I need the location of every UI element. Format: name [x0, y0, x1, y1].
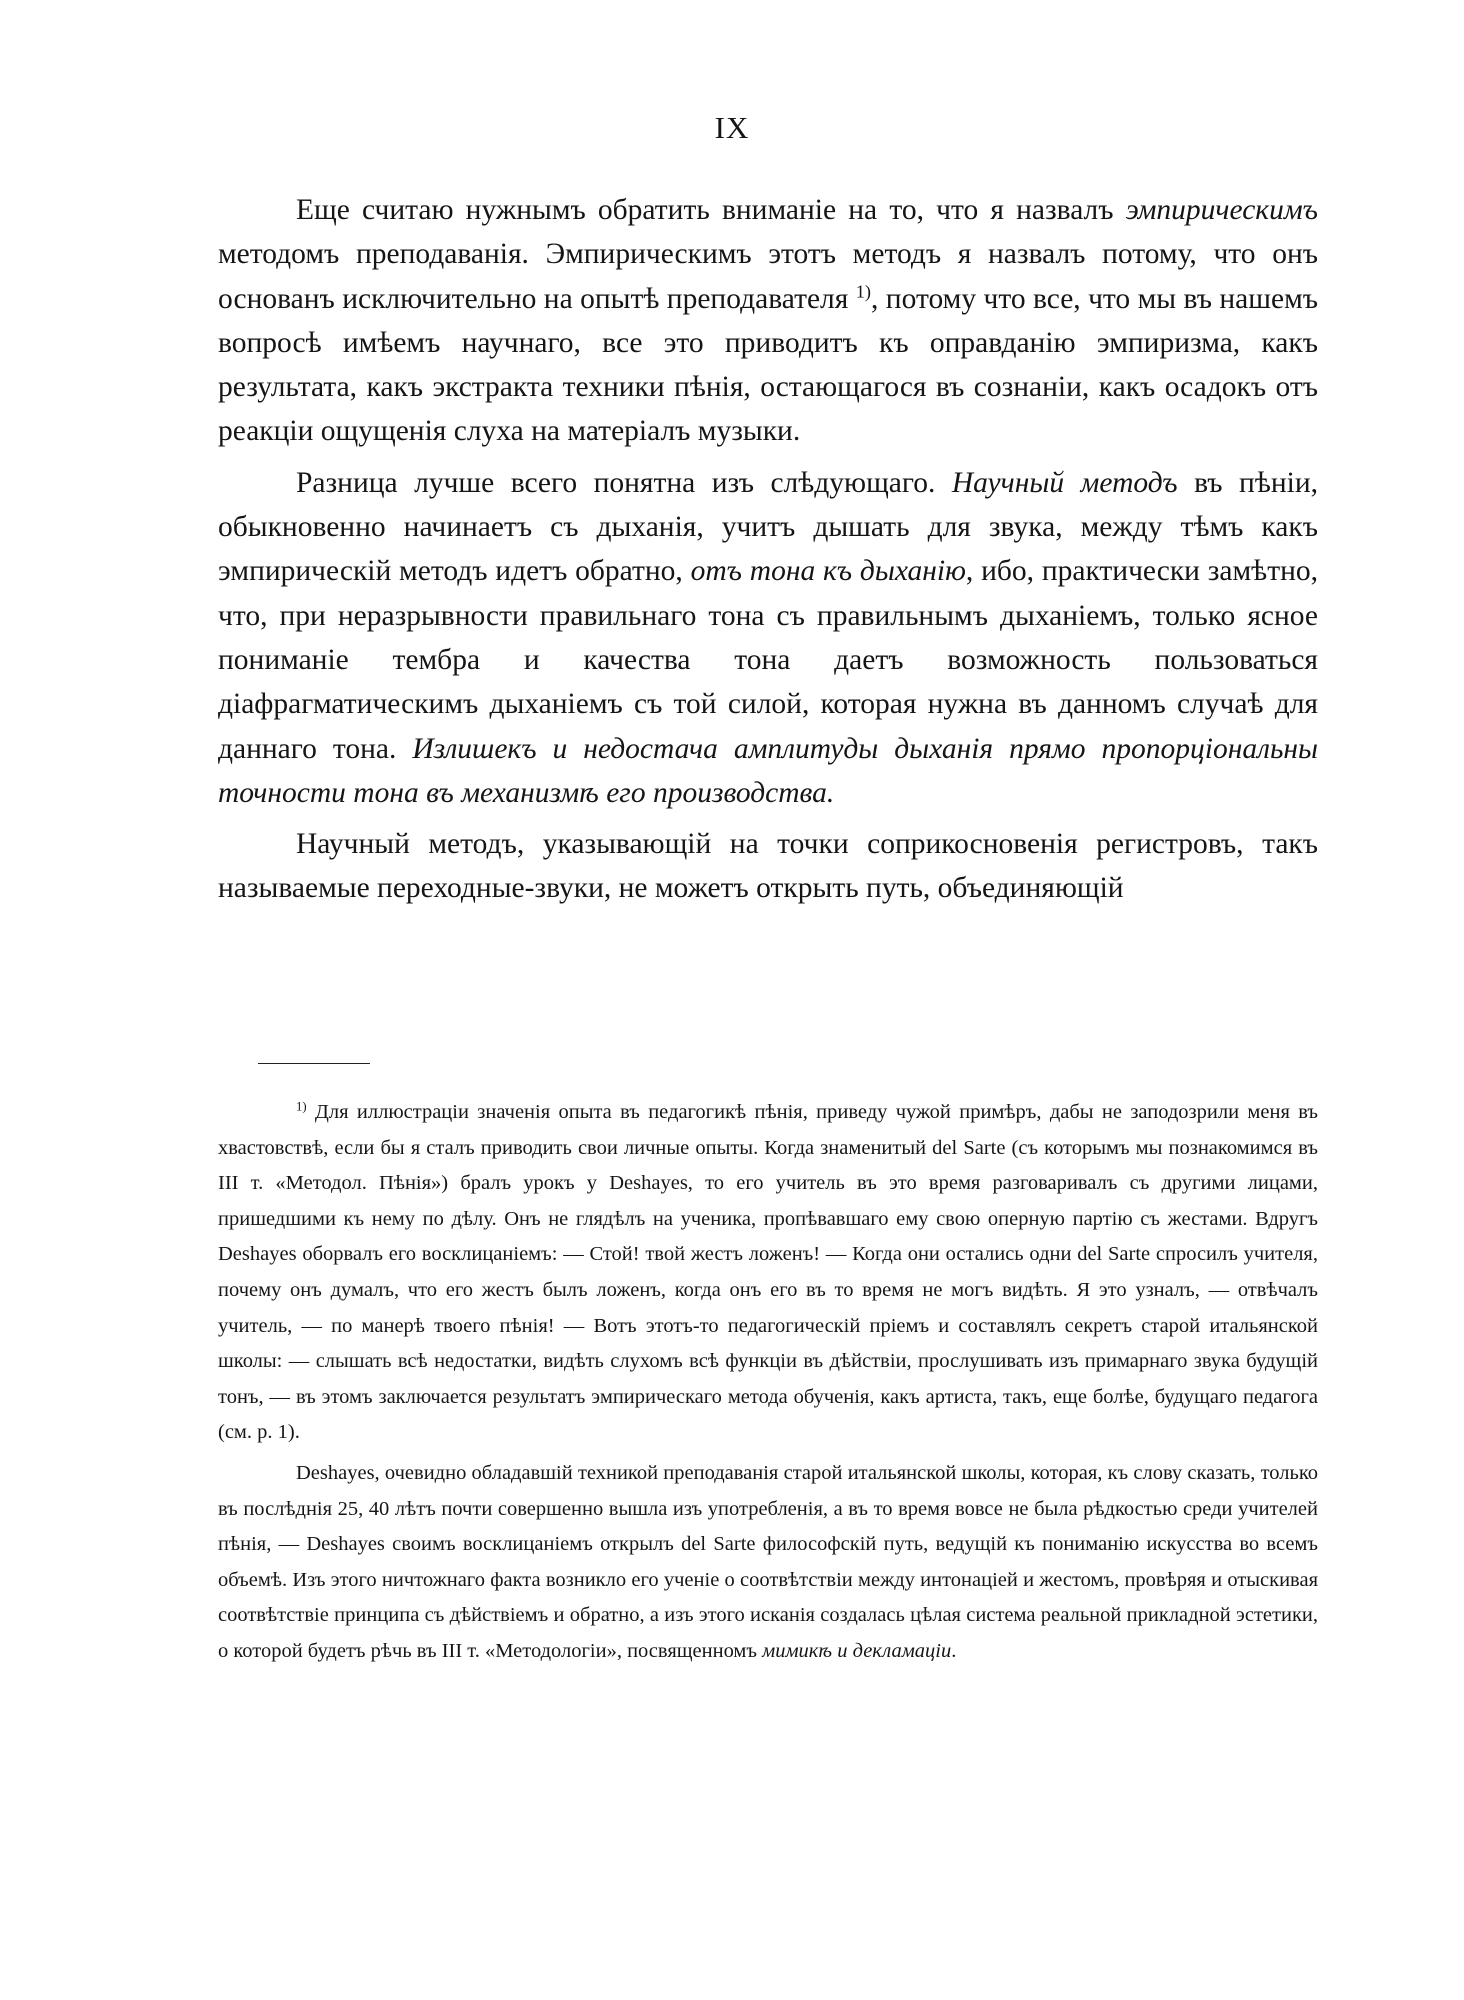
footnotes	[218, 1095, 1318, 1675]
main-text	[218, 188, 1318, 911]
paragraph-2-emphasis-1: Научный методъ	[951, 466, 1178, 499]
paragraph-2-text-cont-2: , ибо, практически замѣтно, что, при неразрывности правильнаго тона съ правильнымъ дыханіемъ, только ясное пониманіе тембра и качества тона даетъ возможность пользоваться діафрагматическимъ дыханіемъ съ той силой, которая нужна въ данномъ случаѣ для даннаго тона.	[218, 555, 1318, 765]
paragraph-1-text: Еще считаю нужнымъ обратить вниманіе на то, что я назвалъ	[296, 194, 1126, 226]
paragraph-2	[218, 461, 1318, 815]
paragraph-1-text-end: , потому что все, что мы въ нашемъ вопросѣ имѣемъ научнаго, все это приводитъ къ оправданію эмпиризма, какъ результата, какъ экстракта техники пѣнія, остающагося въ сознаніи, какъ осадокъ отъ реакціи ощущенія слуха на матеріалъ музыки.	[218, 282, 1318, 448]
footnote-marker: 1)	[296, 1099, 307, 1114]
footnote-end: .	[951, 1639, 957, 1662]
paragraph-2-emphasis-2: отъ тона къ дыханію	[690, 555, 966, 588]
paragraph-2-text: Разница лучше всего понятна изъ слѣдующаго.	[296, 466, 952, 499]
footnote-emphasis: мимикѣ и декламаціи	[762, 1639, 952, 1662]
paragraph-1-text-cont: методомъ преподаванія. Эмпирическимъ этотъ методъ я назвалъ потому, что онъ основанъ исключительно на опытѣ преподавателя	[218, 238, 1318, 315]
paragraph-2-text-cont: въ пѣніи, обыкновенно начинаетъ съ дыханія, учитъ дышать для звука, между тѣмъ какъ эмпирическій методъ идетъ обратно,	[218, 466, 1318, 588]
footnote-1-continuation	[218, 1456, 1318, 1670]
footnote-reference: 1)	[855, 281, 872, 301]
footnote-1	[218, 1095, 1318, 1451]
paragraph-2-emphasis-3: Излишекъ и недостача амплитуды дыханія прямо пропорціональны точности тона въ механизмѣ его производства.	[218, 732, 1318, 809]
paragraph-1	[218, 188, 1318, 454]
footnote-1-text: Для иллюстраціи значенія опыта въ педагогикѣ пѣнія, приведу чужой примѣръ, дабы не заподозрили меня въ хвастовствѣ, если бы я сталъ приводить свои личные опыты. Когда знаменитый del Sarte (съ которымъ мы познакомимся въ III т. «Методол. Пѣнія») бралъ урокъ у Deshayes, то его учитель въ это время разговаривалъ съ другими лицами, пришедшими къ нему по дѣлу. Онъ не глядѣлъ на ученика, пропѣвавшаго ему свою оперную партію съ жестами. Вдругъ Deshayes оборвалъ его восклицаніемъ: — Стой! твой жестъ ложенъ! — Когда они остались одни del Sarte спросилъ учителя, почему онъ думалъ, что его жестъ былъ ложенъ, когда онъ его въ то время не могъ видѣть. Я это узналъ, — отвѣчалъ учитель, — по манерѣ твоего пѣнія! — Вотъ этотъ-то педагогическій пріемъ и составлялъ секретъ старой итальянской школы: — слышать всѣ недостатки, видѣть слухомъ всѣ функціи въ дѣйствіи, прослушивать изъ примарнаго звука будущій тонъ, — въ этомъ заключается результатъ эмпирическаго метода обученія, какъ артиста, такъ, еще болѣе, будущаго педагога (см. p. 1).	[218, 1101, 1318, 1444]
page-number: IX	[714, 110, 750, 145]
paragraph-1-emphasis: эмпирическимъ	[1125, 194, 1318, 226]
footnote-divider	[258, 1063, 370, 1064]
footnote-1-continuation-text: Deshayes, очевидно обладавшій техникой преподаванія старой итальянской школы, которая, къ слову сказать, только въ послѣднія 25, 40 лѣтъ почти совершенно вышла изъ употребленія, а въ то время вовсе не была рѣдкостью среди учителей пѣнія, — Deshayes своимъ восклицаніемъ открылъ del Sarte философскій путь, ведущій къ пониманію искусства во всемъ объемѣ. Изъ этого ничтожнаго факта возникло его ученіе о соотвѣтствіи между интонаціей и жестомъ, провѣряя и отыскивая соотвѣтствіе принципа съ дѣйствіемъ и обратно, а изъ этого исканія создалась цѣлая система реальной прикладной эстетики, о которой будетъ рѣчь въ III т. «Методологіи», посвященномъ	[218, 1461, 1318, 1662]
paragraph-3: Научный методъ, указывающій на точки соприкосновенія регистровъ, такъ называемые переходные-звуки, не можетъ открыть путь, объединяющій	[218, 828, 1318, 905]
